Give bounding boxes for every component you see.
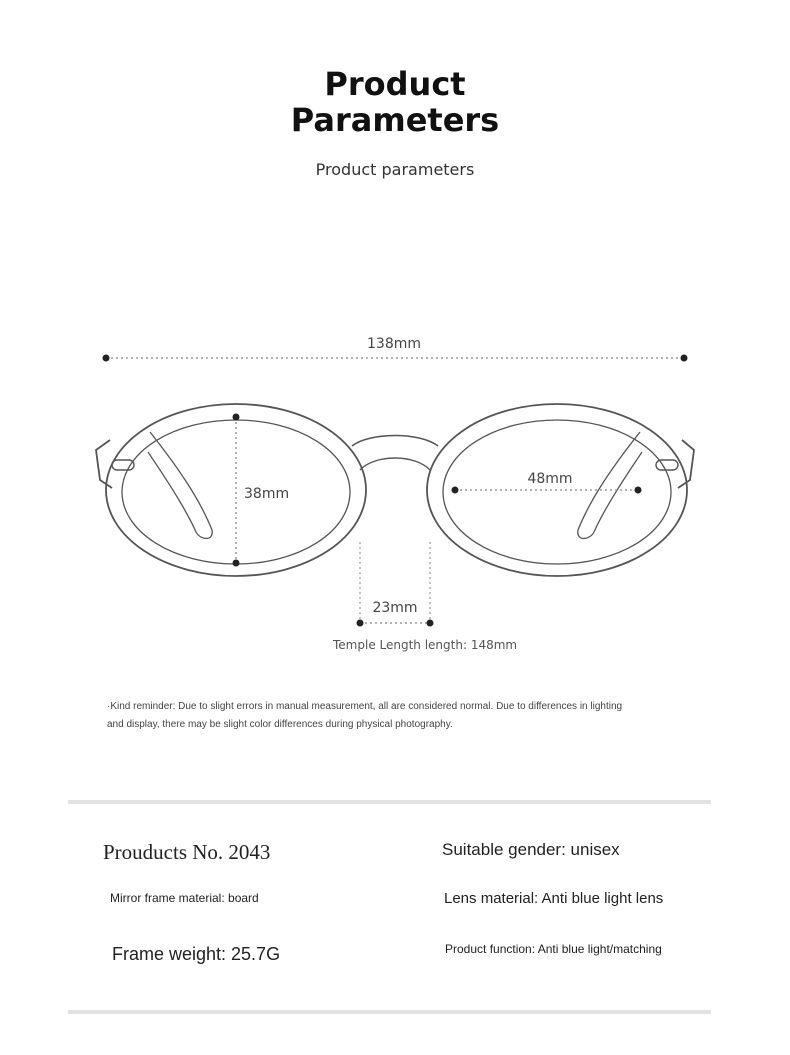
reminder-line-1: ·Kind reminder: Due to slight errors in manual measurement, all are considered normal. Due to differences in lighting — [107, 701, 623, 712]
spec-frame-weight: Frame weight: 25.7G — [112, 944, 281, 964]
lens-width-dimension — [452, 471, 642, 494]
glasses-diagram — [0, 320, 790, 660]
spec-product-function: Product function: Anti blue light/matching — [445, 942, 662, 956]
reminder-line-2: and display, there may be slight color differences during physical photography. — [107, 719, 453, 730]
total-width-label: 138mm — [367, 336, 421, 352]
glasses-frame — [96, 404, 694, 576]
spec-gender: Suitable gender: unisex — [442, 840, 620, 859]
lens-width-label: 48mm — [527, 471, 573, 487]
lens-height-label: 38mm — [244, 486, 290, 502]
page-title — [0, 66, 790, 138]
spec-product-no: Prouducts No. 2043 — [103, 840, 271, 864]
title-line-2: Parameters — [290, 101, 500, 139]
spec-lens-material: Lens material: Anti blue light lens — [444, 890, 664, 907]
bridge-width-dimension — [357, 542, 434, 627]
temple-length-label: Temple Length length: 148mm — [333, 638, 518, 652]
bridge-width-label: 23mm — [372, 600, 418, 616]
divider-top — [68, 800, 711, 804]
divider-bottom — [68, 1010, 711, 1014]
page-subtitle: Product parameters — [315, 160, 475, 179]
title-line-1: Product — [324, 65, 466, 103]
kind-reminder — [107, 698, 707, 734]
spec-frame-material: Mirror frame material: board — [110, 891, 259, 905]
lens-height-dimension — [233, 414, 290, 567]
total-width-dimension — [103, 336, 688, 362]
